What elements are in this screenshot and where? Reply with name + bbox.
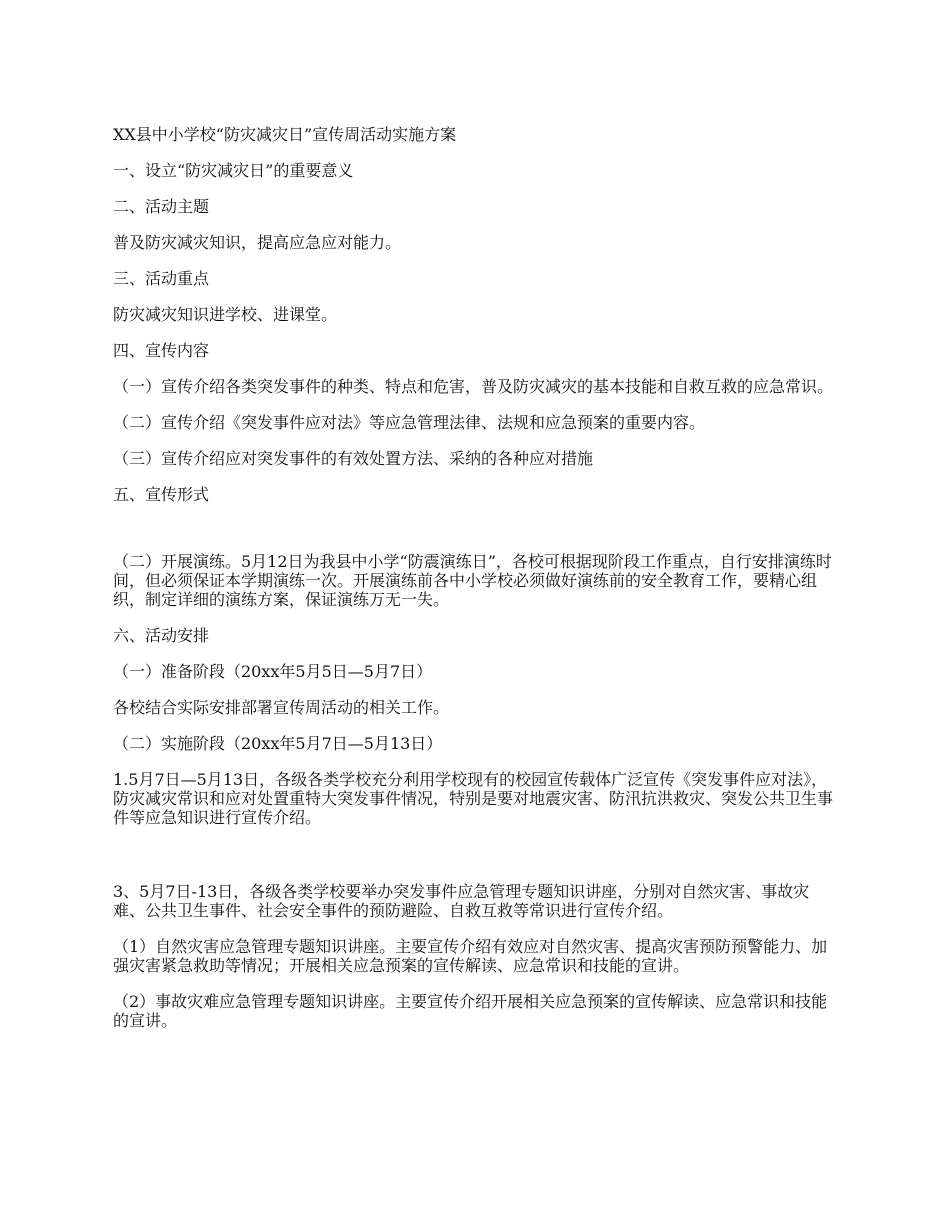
spacer — [113, 521, 841, 552]
paragraph-lecture-2: （2）事故灾难应急管理专题知识讲座。主要宣传介绍开展相关应急预案的宣传解读、应急常识和技能的宣讲。 — [113, 992, 828, 1030]
paragraph-theme: 普及防灾减灾知识，提高应急应对能力。 — [113, 233, 402, 252]
paragraph-content-2: （二）宣传介绍《突发事件应对法》等应急管理法律、法规和应急预案的重要内容。 — [113, 413, 706, 432]
paragraph-prep-stage: （一）准备阶段（20xx年5月5日—5月7日） — [113, 662, 433, 681]
paragraph-focus: 防灾减灾知识进学校、进课堂。 — [113, 305, 338, 324]
paragraph-content-3: （三）宣传介绍应对突发事件的有效处置方法、采纳的各种应对措施 — [113, 449, 594, 468]
paragraph-drill: （二）开展演练。5月12日为我县中小学“防震演练日”，各校可根据现阶段工作重点，自行安排演练时间，但必须保证本学期演练一次。开展演练前各中小学校必须做好演练前的安全教育工作，要精心组织，制定详细的演练方案，保证演练万无一失。 — [113, 552, 832, 609]
spacer — [113, 844, 841, 882]
document-body — [113, 125, 841, 1047]
section-heading-focus: 三、活动重点 — [113, 269, 210, 288]
section-heading-format: 五、宣传形式 — [113, 485, 210, 504]
paragraph-implement-1: 1.5月7日—5月13日，各级各类学校充分利用学校现有的校园宣传载体广泛宣传《突发事件应对法》，防灾减灾常识和应对处置重特大突发事件情况，特别是要对地震灾害、防汛抗洪救灾、突发公共卫生事件等应急知识进行宣传介绍。 — [113, 770, 834, 827]
section-heading-significance: 一、设立“防灾减灾日”的重要意义 — [113, 161, 354, 180]
section-heading-arrangement: 六、活动安排 — [113, 626, 210, 645]
section-heading-theme: 二、活动主题 — [113, 197, 210, 216]
paragraph-implement-stage: （二）实施阶段（20xx年5月7日—5月13日） — [113, 734, 443, 753]
paragraph-implement-3: 3、5月7日-13日，各级各类学校要举办突发事件应急管理专题知识讲座，分别对自然灾害、事故灾难、公共卫生事件、社会安全事件的预防避险、自救互救等常识进行宣传介绍。 — [113, 882, 810, 920]
paragraph-content-1: （一）宣传介绍各类突发事件的种类、特点和危害，普及防灾减灾的基本技能和自救互救的应急常识。 — [113, 377, 834, 396]
section-heading-content: 四、宣传内容 — [113, 341, 210, 360]
paragraph-prep-detail: 各校结合实际安排部署宣传周活动的相关工作。 — [113, 698, 450, 717]
document-title: XX县中小学校“防灾减灾日”宣传周活动实施方案 — [113, 125, 457, 144]
paragraph-lecture-1: （1）自然灾害应急管理专题知识讲座。主要宣传介绍有效应对自然灾害、提高灾害预防预警能力、加强灾害紧急救助等情况；开展相关应急预案的宣传解读、应急常识和技能的宣讲。 — [113, 937, 828, 975]
